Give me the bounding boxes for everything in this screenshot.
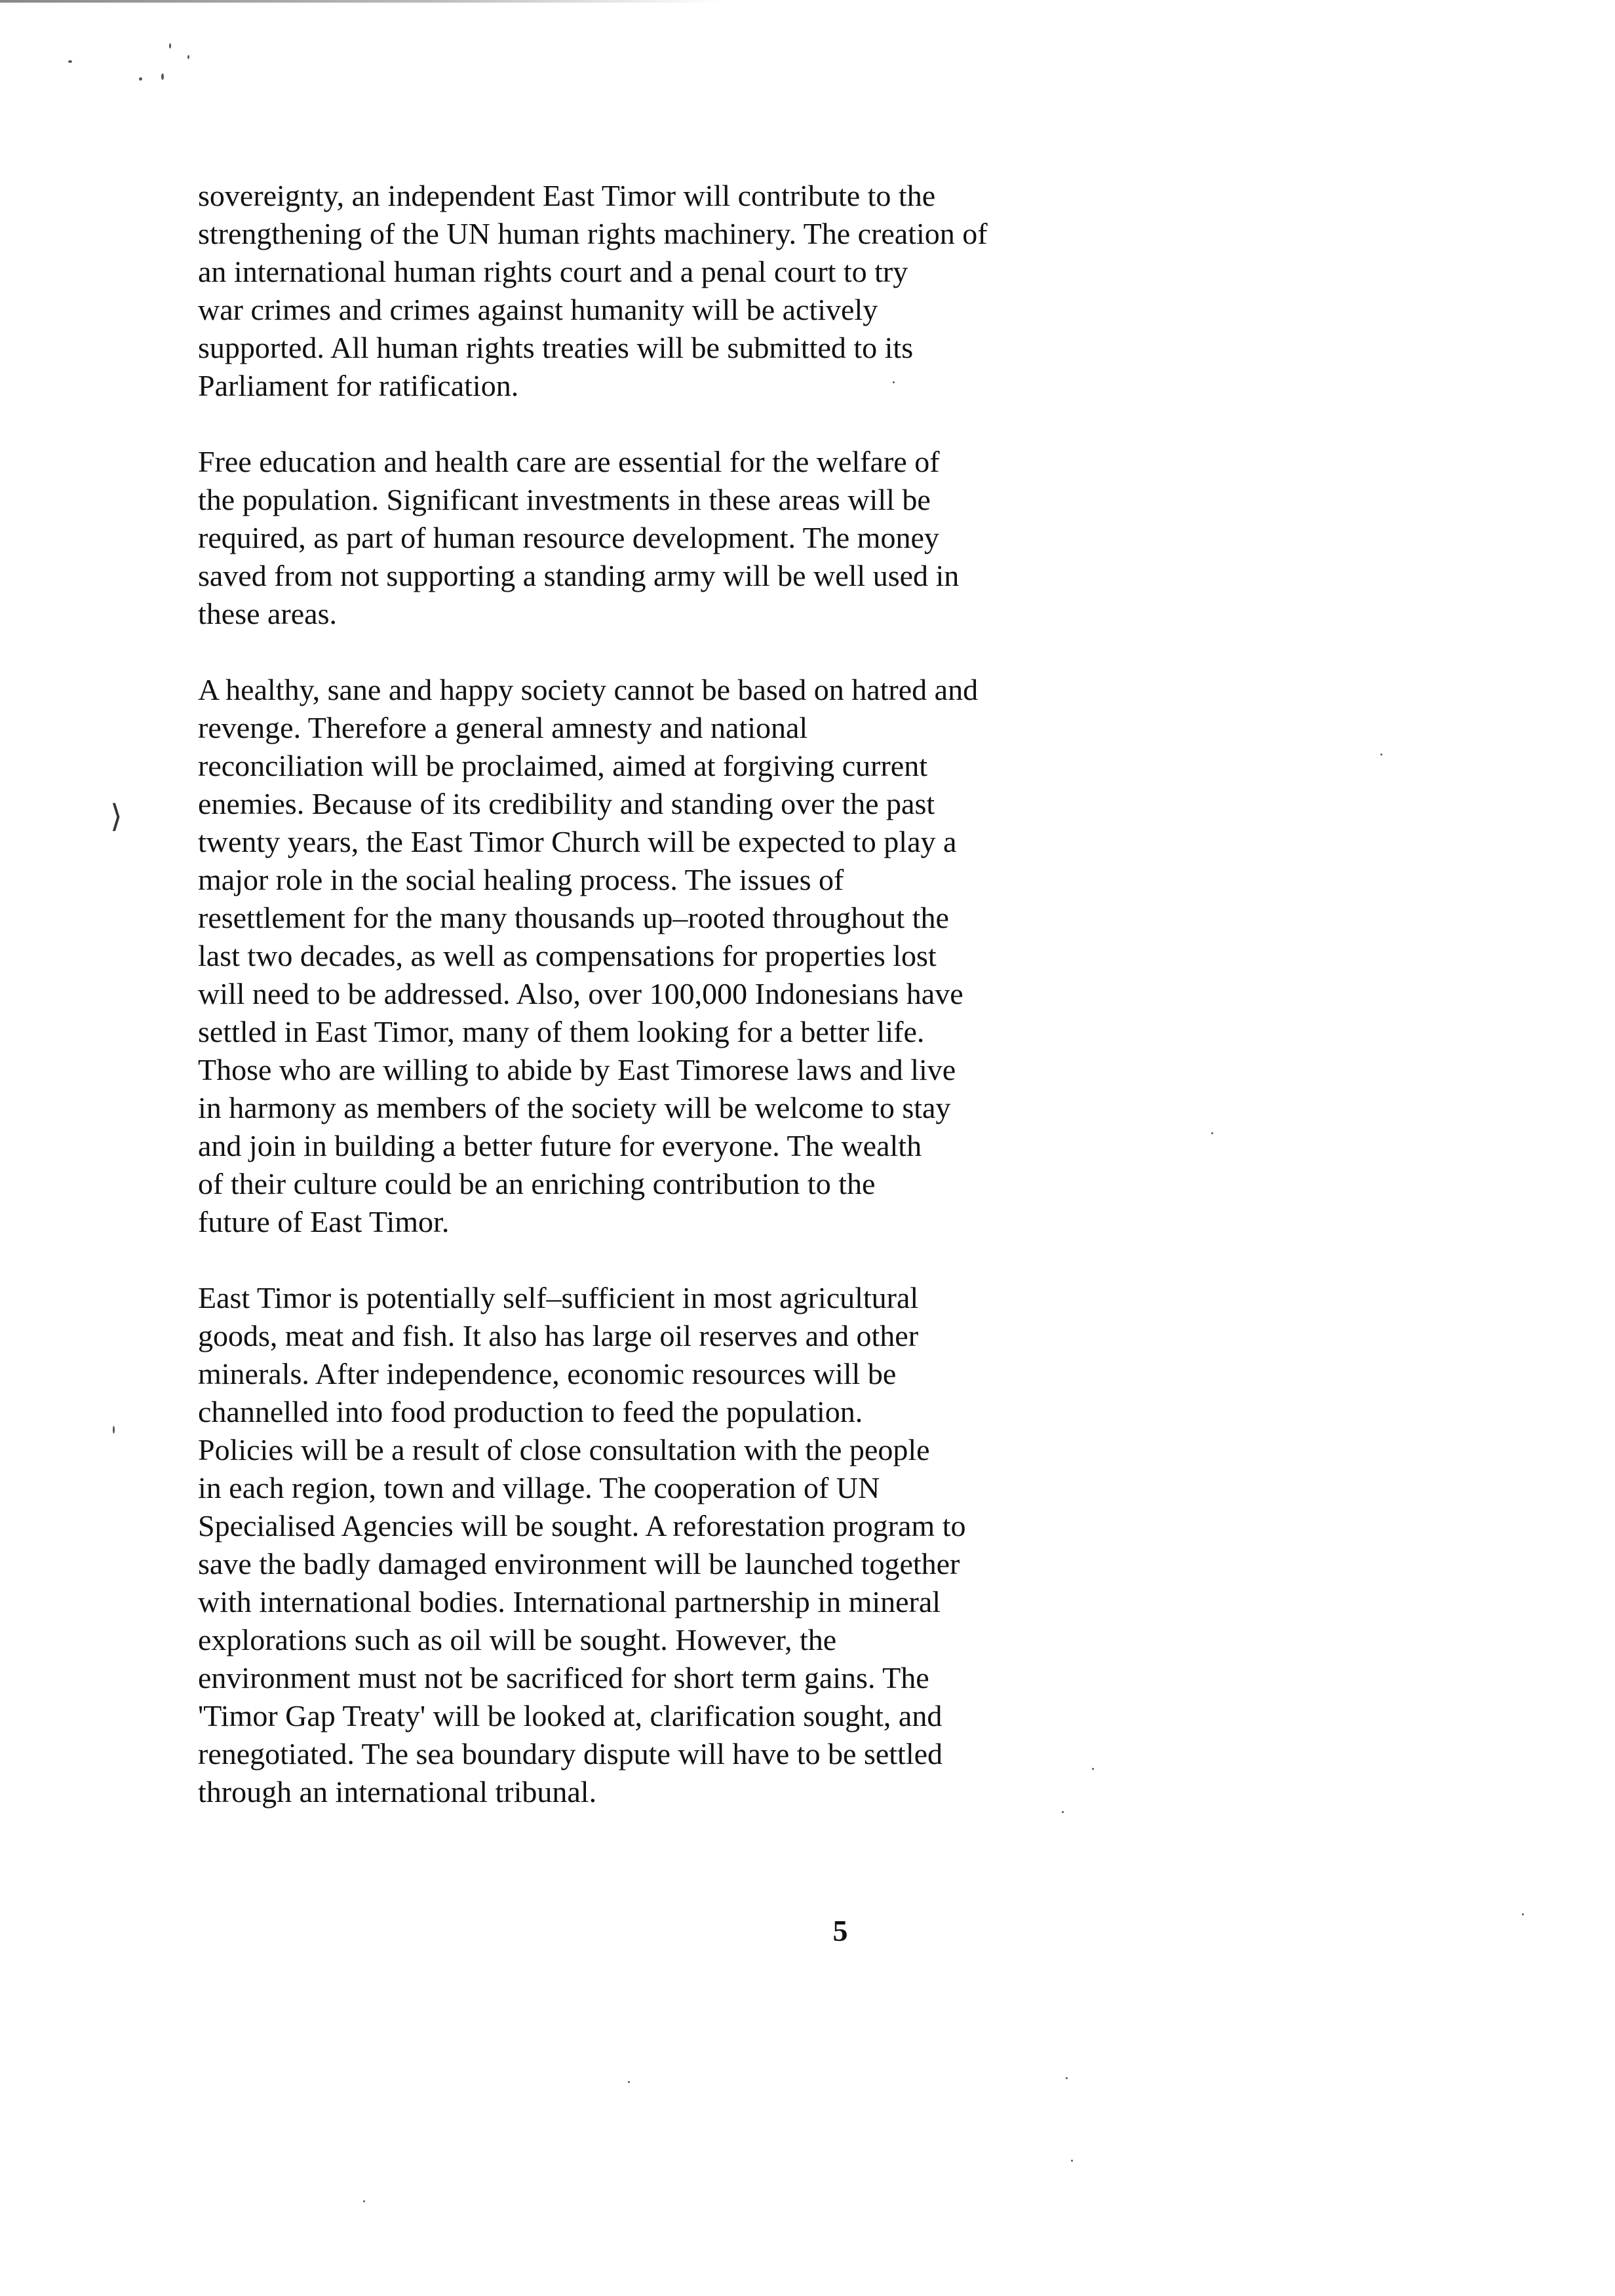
text-line: Specialised Agencies will be sought. A reforestation program to [198,1509,966,1542]
scan-speck [1066,2077,1068,2079]
paragraph-spacer [198,633,1142,671]
text-line: future of East Timor. [198,1205,450,1238]
text-line: sovereignty, an independent East Timor will contribute to the [198,179,936,212]
scan-speck [187,55,189,59]
text-line: strengthening of the UN human rights machinery. The creation of [198,217,988,250]
margin-mark [113,1426,115,1434]
text-line: Free education and health care are essential for the welfare of [198,445,940,478]
scan-speck [169,43,171,48]
text-line: the population. Significant investments in these areas will be [198,483,931,516]
paragraph-4 [198,1279,1142,1811]
page-number: 5 [832,1914,848,1947]
text-line: revenge. Therefore a general amnesty and national [198,711,808,744]
paragraph-3 [198,671,1142,1241]
scan-edge-shadow [0,0,721,3]
paragraph-1 [198,177,1142,405]
text-line: 'Timor Gap Treaty' will be looked at, clarification sought, and [198,1699,943,1732]
text-line: renegotiated. The sea boundary dispute will have to be settled [198,1737,943,1770]
text-line: minerals. After independence, economic resources will be [198,1357,897,1390]
text-line: required, as part of human resource development. The money [198,521,939,554]
text-line: goods, meat and fish. It also has large oil reserves and other [198,1319,919,1352]
text-line: Policies will be a result of close consultation with the people [198,1433,930,1466]
scan-speck [1522,1913,1524,1915]
scan-speck [363,2200,365,2202]
text-line: Parliament for ratification. [198,369,519,402]
scan-speck [161,73,164,80]
scan-speck [628,2081,630,2083]
text-line: saved from not supporting a standing army will be well used in [198,559,960,592]
text-line: save the badly damaged environment will be launched together [198,1547,960,1580]
text-line: in harmony as members of the society will be welcome to stay [198,1091,951,1124]
scan-speck [1211,1132,1213,1134]
text-line: East Timor is potentially self–sufficient in most agricultural [198,1281,919,1314]
text-line: will need to be addressed. Also, over 100,000 Indonesians have [198,977,963,1010]
text-line: environment must not be sacrificed for short term gains. The [198,1661,929,1694]
paragraph-spacer [198,405,1142,443]
paragraph-spacer [198,1241,1142,1279]
text-line: with international bodies. International partnership in mineral [198,1585,941,1618]
body-text [198,177,1142,1811]
text-line: explorations such as oil will be sought. However, the [198,1623,837,1656]
paragraph-2 [198,443,1142,633]
text-line: reconciliation will be proclaimed, aimed at forgiving current [198,749,927,782]
text-line: in each region, town and village. The cooperation of UN [198,1471,880,1504]
scan-speck [1380,754,1382,756]
text-line: twenty years, the East Timor Church will be expected to play a [198,825,957,858]
text-line: last two decades, as well as compensations for properties lost [198,939,937,972]
scan-speck [139,77,142,81]
scan-speck [1071,2160,1073,2162]
scan-speck [68,60,72,63]
text-line: of their culture could be an enriching contribution to the [198,1167,876,1200]
text-line: settled in East Timor, many of them looking for a better life. [198,1015,925,1048]
text-line: an international human rights court and a penal court to try [198,255,908,288]
text-line: A healthy, sane and happy society cannot be based on hatred and [198,673,979,706]
text-line: supported. All human rights treaties will be submitted to its [198,331,914,364]
text-line: war crimes and crimes against humanity will be actively [198,293,878,326]
scan-speck [1062,1811,1064,1813]
text-line: channelled into food production to feed the population. [198,1395,863,1428]
text-line: resettlement for the many thousands up–rooted throughout the [198,901,949,934]
margin-mark: ⟩ [110,798,123,835]
text-line: through an international tribunal. [198,1775,597,1808]
text-line: these areas. [198,597,337,630]
text-line: and join in building a better future for everyone. The wealth [198,1129,922,1162]
text-line: enemies. Because of its credibility and standing over the past [198,787,935,820]
text-line: Those who are willing to abide by East Timorese laws and live [198,1053,956,1086]
text-line: major role in the social healing process. The issues of [198,863,844,896]
